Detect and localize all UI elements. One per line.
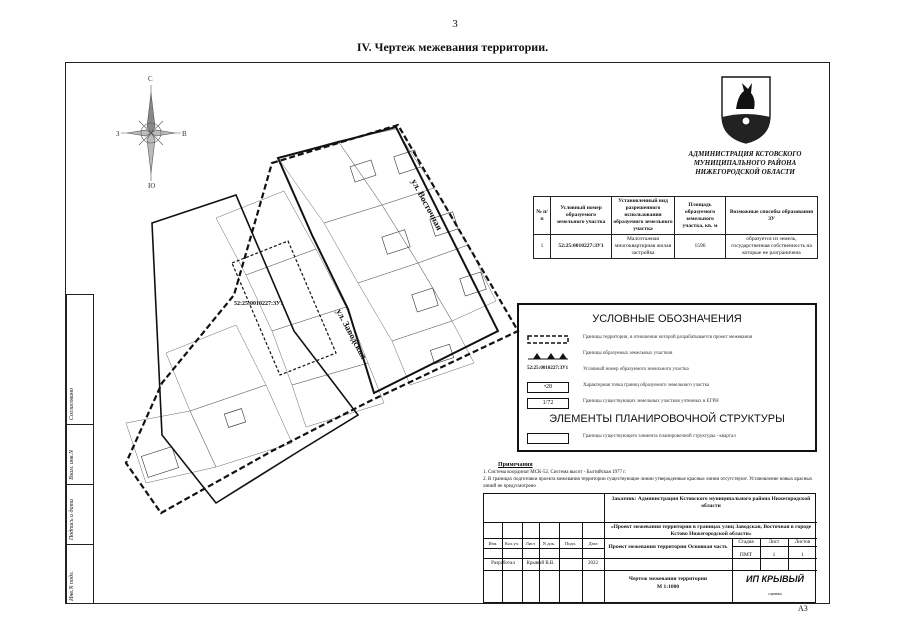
- legend-item: [527, 349, 817, 363]
- col-area: Площадь образуемого земельного участка, кв. м: [675, 197, 726, 235]
- parcel-label-zu1: 52:25:0010227:ЗУ1: [234, 301, 284, 307]
- stamp-sheets-head: Листов: [794, 540, 811, 545]
- stamp-drawing: Чертеж межевания территории: [628, 576, 708, 582]
- cell-method: образуется из земель, государственная собственность на которые не разграничена: [726, 235, 818, 259]
- admin-line-2: МУНИЦИПАЛЬНОГО РАЙОНА: [693, 159, 797, 167]
- legend-text: Условный номер образуемого земельного участка: [583, 367, 689, 372]
- stamp-col-doc: N док.: [542, 541, 556, 546]
- legend-item: [527, 381, 817, 395]
- legend-item: [527, 397, 817, 411]
- cell-use: Малоэтажная многоквартирная жилая застройка: [612, 235, 675, 259]
- format-label: А3: [798, 604, 808, 613]
- legend-text: Границы существующего элемента планировочной структуры - квартал: [583, 434, 736, 439]
- side-label-signature: Подпись и дата: [69, 498, 75, 540]
- parcel-table-header: [534, 197, 818, 235]
- col-code: Условный номер образуемого земельного участка: [551, 197, 612, 235]
- note-item: 2. В границах подготовки проекта межевания территории существующие линии утвержденные красные линии отсутствуют. Установление новых красных линий не предусмотрено: [483, 477, 813, 489]
- notes-heading: Примечания: [498, 462, 533, 468]
- stamp-customer: Заказчик: Администрация Кстовского муниципального района Нижегородской области: [611, 496, 811, 509]
- stamp-sheets: 1: [801, 552, 804, 558]
- legend-text: Границы образуемых земельных участков: [583, 351, 673, 356]
- stamp-col-date: Дата: [588, 541, 598, 546]
- side-label-replace: Взам. инв.N: [69, 450, 75, 480]
- page-number: 3: [452, 18, 458, 30]
- stamp-col-izm: Изм.: [488, 541, 498, 546]
- legend-item: [527, 365, 817, 379]
- admin-line-3: НИЖЕГОРОДСКОЙ ОБЛАСТИ: [695, 168, 795, 176]
- cell-area: 1596: [675, 235, 726, 259]
- block-rect-symbol: [527, 433, 569, 444]
- cell-code: 52:25:0010227:ЗУ1: [551, 235, 612, 259]
- cell-number: 1: [534, 235, 551, 259]
- compass-rose: [121, 85, 181, 181]
- stamp-sheet: 1: [772, 552, 776, 558]
- side-stamp: [66, 294, 94, 604]
- parcel-code-symbol: 52:25:0010227:ЗУ1: [527, 366, 569, 371]
- side-label-inventory: Инв.N подл.: [69, 571, 75, 601]
- buildings: [141, 150, 486, 477]
- existing-parcel-symbol: 1/72: [527, 398, 569, 409]
- parcel-table: [533, 196, 818, 259]
- stamp-project: «Проект межевания территории в границах улиц Заводская, Восточная в городе Кстово Нижегородской области»: [610, 524, 812, 537]
- stamp-role: Разработал: [491, 561, 515, 566]
- stamp-stage: ПМТ: [739, 552, 753, 558]
- admin-line-1: АДМИНИСТРАЦИЯ КСТОВСКОГО: [688, 150, 802, 158]
- block-boundary-west: [152, 195, 358, 503]
- legend-item: [527, 333, 817, 347]
- legend-box: [517, 303, 817, 452]
- col-method: Возможные способы образования ЗУ: [726, 197, 818, 235]
- notes: [483, 462, 813, 490]
- stamp-company-sub: оценка: [768, 591, 782, 596]
- compass-north: С: [148, 75, 153, 83]
- stamp-col-podp: Подп.: [564, 541, 577, 546]
- legend-text: Границы существующих земельных участков учтенных в ЕГРН: [583, 399, 719, 404]
- street-label-vostochnaya: ул. Восточная: [409, 177, 445, 232]
- stamp-col-kol: Кол.уч.: [505, 541, 519, 546]
- street-label-zavodskaya: ул. Заводская: [334, 307, 369, 361]
- cadastral-plan: [66, 63, 536, 533]
- legend-text: Границы территории, в отношении которой разрабатывается проект межевания: [583, 335, 753, 340]
- stamp-scale: М 1:1000: [656, 584, 680, 590]
- stamp-date: 2022: [588, 561, 598, 566]
- stamp-col-list: Лист: [525, 541, 536, 546]
- col-use: Установленный вид разрешенного использования образуемого земельного участка: [612, 197, 675, 235]
- col-number: № п/п: [534, 197, 551, 235]
- compass-east: В: [182, 130, 187, 138]
- coat-of-arms-emblem: [718, 75, 774, 145]
- compass-south: Ю: [148, 182, 156, 190]
- table-row: [534, 235, 818, 259]
- page-title: IV. Чертеж межевания территории.: [356, 40, 549, 54]
- title-block: [483, 493, 816, 603]
- side-label-approved: Согласовано: [69, 387, 75, 420]
- administration-title: [670, 150, 820, 177]
- structure-title: ЭЛЕМЕНТЫ ПЛАНИРОВОЧНОЙ СТРУКТУРЫ: [549, 413, 785, 425]
- compass-west: З: [116, 130, 120, 138]
- triangle-line-symbol: [527, 350, 569, 361]
- point-symbol: •28: [527, 382, 569, 393]
- legend-item: [527, 432, 817, 446]
- stamp-company: ИП КРЫВЫЙ: [746, 574, 804, 584]
- note-item: 1. Система координат МСК-52. Система высот - Балтийская 1977 г.: [483, 470, 626, 475]
- stamp-author: Крывый В.В.: [526, 561, 555, 566]
- stamp-part: Проект межевания территории Основная часть: [608, 544, 728, 550]
- legend-text: Характерная точка границ образуемого земельного участка: [583, 383, 710, 388]
- stamp-sheet-head: Лист: [768, 540, 780, 545]
- stamp-stage-head: Стадия: [738, 540, 754, 545]
- legend-title: УСЛОВНЫЕ ОБОЗНАЧЕНИЯ: [592, 313, 742, 325]
- dashed-border-symbol: [527, 334, 569, 345]
